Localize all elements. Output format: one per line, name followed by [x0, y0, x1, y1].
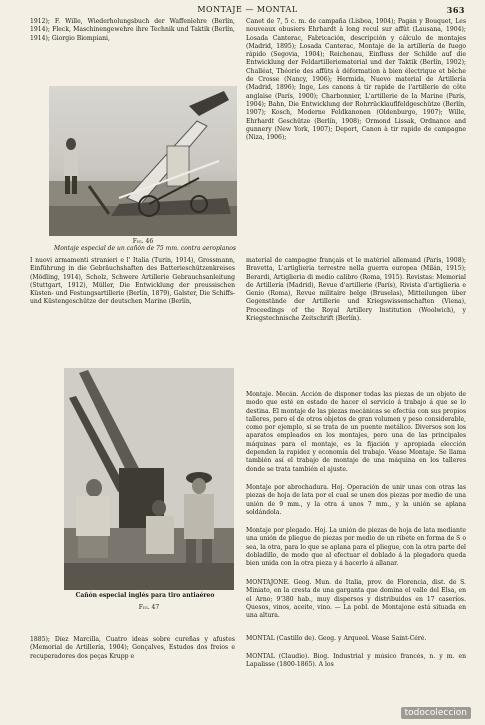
text-montaje-plegado: Montaje por plegado. Hoj. La unión de piezas de hoja de lata mediante una unión de pliegue de piezas por medio de un ribete en forma de S o sea, la otra, para lo que se aplana para el pliegue, con la otra parte del dobladillo, de modo que al efectuar el doblado á la plegadora queda bien unida con la otra pieza y á hacerlo á allanar. [246, 527, 466, 568]
figure-46-photo [49, 86, 237, 236]
watermark: todocoleccion [401, 707, 471, 719]
figure-47-photo [64, 368, 234, 590]
text-mid-left: I nuovi armamenti stranieri e l' Italia (Turín, 1914), Grossmann, Einführung in die Gebräuchshaften des Batterieschützenkreises (Mödling, 1914), Scholz, Schwere Artillerie Gebrauchsanleitung (Stuttgart, 1912), Müller, Die Entwicklung der preussischen Küsten- und Festungsartillerie (Berlín, 1879), Galster, Die Schiffs- und Küstengeschütze der deutschen Marine (Berlín, [30, 257, 235, 306]
anti-aircraft-gun-mount-image [49, 86, 237, 236]
running-title: MONTAJE — MONTAL [197, 5, 298, 14]
text-montaje-mecan: Montaje. Mecán. Acción de disponer todas las piezas de un objeto de modo que esté en estado de hacer el servicio á trabajo á que se lo destina. El montaje de las piezas mecánicas se efectúa con sus propios talleres, pero el de otros objetos de gran volumen y peso considerable, como por ejemplo, si se trata de un puente metálico. Diversos son los aparatos empleados en los montajes, pero una de las principales máquinas para el montaje, es la fijación y apropiada elección dependen la rapidez y economía del trabajo. Véase Montaje. Se llama también así el trabajo de montaje de una máquina en los talleres donde se trata también el ajuste. [246, 391, 466, 473]
figure-46-caption: Montaje especial de un cañón de 75 mm. contra aeroplanos [54, 245, 236, 252]
text-montal-claudio: MONTAL (Claudio). Biog. Industrial y músico francés, n. y m. en Lapalisse (1800-1865). A los [246, 653, 466, 669]
text-montal: MONTAL (Castillo de). Geog. y Arqueol. Véase Saint-Céré. [246, 635, 427, 642]
text-bottom-left: 1885); Díez Marcilla, Cuatro ideas sobre cureñas y afustes (Memorial de Artillería, 1904); Gonçalves, Estudos dos freios e recuperadores dos peças Krupp e [30, 636, 235, 660]
figure-47-label: Fig. 47 [138, 604, 160, 611]
text-right-mid: material de campagne français et le matériel allemand (París, 1908); Bravetta, L'artiglieria terrestre nella guerra europea (Milán, 1915); Berardi, Artiglieria di medio calibro (Roma, 1915). Revistas: Memorial de Artillería (Madrid), Revue d'artillerie (París), Rivista d'artiglieria e Genio (Roma), Revue militaire belge (Bruselas), Mitteilungen über Gegenstände der Artillerie und Kriegswissenschaften (Viena), Proceedings of the Royal Artillery Institution (Woolwich), y Kriegstechnische Zeitschrift (Berlín). [246, 257, 466, 323]
text-top-left: 1912); F. Wille, Wiederholungsbuch der Waffenlehre (Berlín, 1914); Fleck, Maschinengewehre ihre Technik und Taktik (Berlín, 1914); Giorgio Biompiani, [30, 18, 235, 42]
english-antiaircraft-gun-image [64, 368, 234, 590]
page-header [30, 5, 465, 17]
figure-47-caption: Cañón especial inglés para tiro antiaéreo [75, 592, 215, 599]
figure-46-label: Fig. 46 [132, 238, 154, 245]
text-montaje-abrochadura: Montaje por abrochadura. Hoj. Operación de unir unas con otras las piezas de hoja de lata por el cual se unen dos piezas por medio de una unión de 9 mm., y la otra á unos 7 mm., y la unión se aplana soldándola. [246, 484, 466, 516]
page-number: 363 [446, 5, 465, 15]
text-montajone: MONTAJONE. Geog. Mun. de Italia, prov. de Florencia, dist. de S. Miniato, en la cresta de una garganta que domina el valle del Elsa, en el Arno; 9'380 hab., muy dispersos y distribuidos en 17 caseríos. Quesos, vinos, aceite, vino. — La pobl. de Montajone está situada en una altura. [246, 579, 466, 620]
text-right-top: Canet de 7, 5 c. m. de campaña (Lisboa, 1904); Pagán y Bouquet, Les nouveaux obusiers Ehrhardt à long recul sur affût (Lausana, 1904); Losada Canterac, Fabricación, descripción y cálculo de montajes (Madrid, 1895); Losada Canterac, Montaje de la artillería de fuego rápido (Segovia, 1904); Reichenau, Einfluss der Schilde auf die Entwicklung der Feldartilleriematerial und der Taktik (Berlín, 1902); Challéat, Théorie des affûts à déformation à bien électrique et bêche de Crosse (Nancy, 1906); Hermida, Nuevo material de Artillería (Madrid, 1896); Inge, Les canons à tir rapide de l'artillerie de côte anglaise (París, 1900); Charbonnier, L'artillerie de la Marine (París, 1904); Bahn, Die Entwicklung der Rohrrücklauflfeldgeschütze (Berlín, 1907); Kosch, Moderne Feldkanonen (Oldenburgo, 1907); Wille, Ehrhardt Geschütze (Berlín, 1908); Ormond Lissak, Ordnance and gunnery (New York, 1907); Deport, Canon à tir rapide de campagne (Niza, 1906); [246, 18, 466, 142]
